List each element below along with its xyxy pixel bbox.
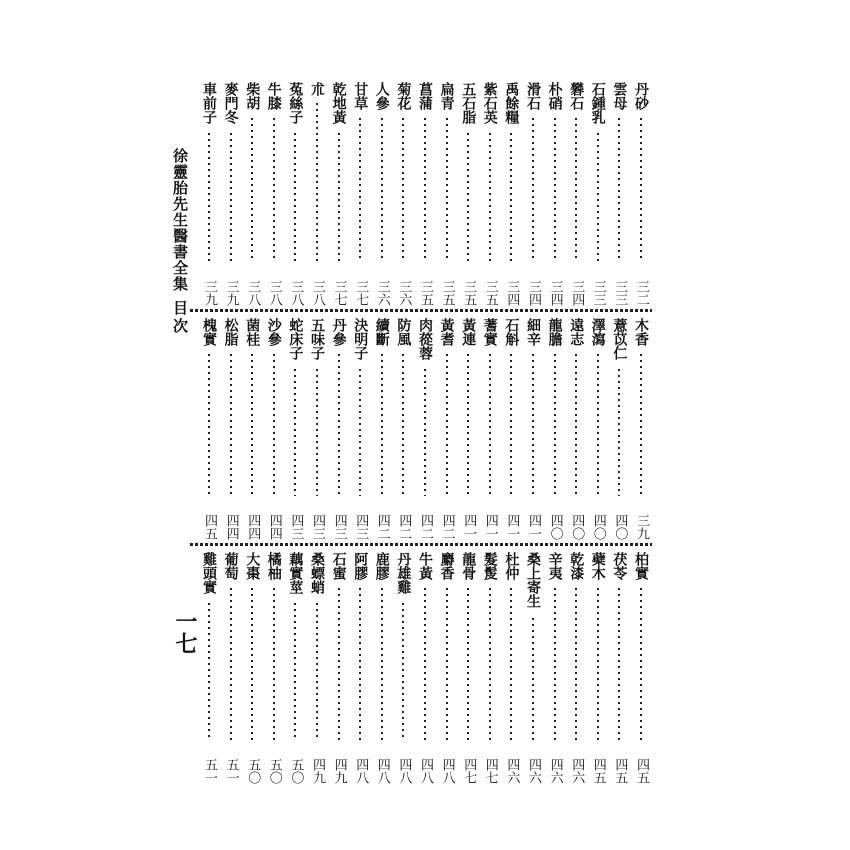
toc-entry [351, 82, 369, 306]
entry-page-number: 五〇 [288, 758, 304, 784]
entry-page-number: 三八 [245, 280, 261, 306]
leader-dots [467, 588, 469, 740]
toc-band-2 [190, 318, 650, 540]
leader-dots [273, 588, 275, 740]
toc-entry [286, 82, 304, 306]
entry-page-number: 三四 [547, 280, 563, 306]
toc-entry [481, 82, 499, 306]
entry-page-number: 三四 [504, 280, 520, 306]
leader-dots [338, 588, 340, 740]
entry-page-number: 四一 [504, 514, 520, 540]
toc-entry [200, 82, 218, 306]
entry-title: 髮髲 [481, 552, 498, 580]
entry-title: 石斛 [503, 318, 520, 346]
entry-title: 遠志 [568, 318, 585, 346]
toc-band-1 [190, 82, 650, 306]
entry-title: 菌桂 [244, 318, 261, 346]
entry-title: 茯苓 [611, 552, 628, 580]
entry-title: 朴硝 [546, 82, 563, 110]
entry-title: 礬石 [568, 82, 585, 110]
entry-page-number: 四八 [353, 758, 369, 784]
toc-entry [589, 318, 607, 540]
entry-page-number: 四六 [569, 758, 585, 784]
leader-dots [575, 354, 577, 496]
toc-entry [265, 318, 283, 540]
entry-title: 菟絲子 [287, 82, 304, 124]
leader-dots [597, 133, 599, 262]
entry-page-number: 四六 [526, 758, 541, 784]
entry-page-number: 三八 [288, 280, 304, 306]
toc-entry [373, 552, 391, 784]
leader-dots [446, 588, 448, 740]
entry-page-number: 四三 [353, 514, 369, 540]
toc-entry [589, 82, 607, 306]
leader-dots [230, 354, 232, 496]
toc-entry [373, 82, 391, 306]
entry-title: 黃連 [460, 318, 477, 346]
leader-dots [575, 118, 577, 262]
entry-title: 菖蒲 [417, 82, 433, 110]
entry-title: 朮 [309, 82, 325, 96]
toc-entry [200, 318, 218, 540]
leader-dots [273, 118, 275, 262]
leader-dots [510, 588, 512, 740]
leader-dots [251, 354, 253, 496]
entry-page-number: 四四 [223, 514, 239, 540]
toc-entry [567, 552, 585, 784]
toc-entry [438, 82, 456, 306]
entry-title: 車前子 [201, 82, 217, 124]
entry-title: 薏苡仁 [611, 318, 628, 360]
entry-page-number: 四八 [418, 758, 433, 784]
toc-entry [438, 318, 456, 540]
entry-page-number: 四三 [310, 514, 325, 540]
toc-entry [222, 82, 240, 306]
leader-dots [359, 369, 361, 496]
entry-page-number: 三六 [374, 280, 390, 306]
entry-page-number: 四二 [374, 514, 390, 540]
entry-title: 藕實莖 [287, 552, 304, 594]
leader-dots [510, 354, 512, 496]
entry-title: 石蜜 [330, 552, 347, 580]
entry-title: 五味子 [309, 318, 325, 360]
toc-entry [567, 82, 585, 306]
band-divider [190, 309, 652, 312]
entry-title: 龍骨 [460, 552, 477, 580]
toc-entry [632, 318, 650, 540]
toc-entry [243, 552, 261, 784]
leader-dots [381, 354, 383, 496]
toc-entry [610, 318, 628, 540]
toc-entry [351, 552, 369, 784]
entry-title: 雲母 [611, 82, 628, 110]
toc-entry [632, 82, 650, 306]
entry-page-number: 五一 [202, 758, 217, 784]
entry-title: 丹雄雞 [395, 552, 412, 594]
entry-page-number: 四一 [482, 514, 498, 540]
toc-entry [222, 552, 240, 784]
leader-dots [424, 118, 426, 262]
entry-page-number: 四一 [461, 514, 477, 540]
entry-title: 乾地黃 [330, 82, 347, 124]
leader-dots [554, 354, 556, 496]
entry-page-number: 四〇 [547, 514, 563, 540]
entry-page-number: 四〇 [590, 514, 606, 540]
entry-title: 鹿膠 [373, 552, 390, 580]
toc-entry [502, 552, 520, 784]
entry-page-number: 三七 [331, 280, 347, 306]
leader-dots [489, 354, 491, 496]
entry-title: 麥門冬 [222, 82, 239, 124]
leader-dots [381, 118, 383, 262]
entry-page-number: 四一 [526, 514, 541, 540]
toc-entry [330, 82, 348, 306]
leader-dots [532, 354, 534, 496]
toc-entry [546, 318, 564, 540]
toc-entry [308, 552, 326, 784]
entry-page-number: 三五 [439, 280, 455, 306]
entry-page-number: 四四 [266, 514, 282, 540]
entry-page-number: 四五 [612, 758, 628, 784]
toc-entry [265, 82, 283, 306]
toc-entry [330, 552, 348, 784]
entry-title: 乾漆 [568, 552, 585, 580]
leader-dots [640, 354, 642, 496]
entry-title: 丹砂 [633, 82, 649, 110]
toc-entry [351, 318, 369, 540]
toc-entry [265, 552, 283, 784]
leader-dots [424, 369, 426, 496]
toc-entry [200, 552, 218, 784]
leader-dots [554, 588, 556, 740]
toc-entry [394, 318, 412, 540]
leader-dots [208, 354, 210, 496]
toc-entry [481, 318, 499, 540]
entry-title: 菊花 [395, 82, 412, 110]
toc-entry [438, 552, 456, 784]
toc-entry [610, 82, 628, 306]
entry-title: 松脂 [222, 318, 239, 346]
leader-dots [251, 118, 253, 262]
entry-page-number: 四五 [590, 758, 606, 784]
toc-entry [459, 82, 477, 306]
toc-band-3 [190, 552, 650, 784]
entry-page-number: 五一 [223, 758, 239, 784]
entry-title: 蘗木 [589, 552, 606, 580]
entry-page-number: 三三 [612, 280, 628, 306]
toc-entry [524, 82, 542, 306]
toc-entry [416, 82, 434, 306]
leader-dots [532, 118, 534, 262]
toc-entry [394, 552, 412, 784]
entry-page-number: 四二 [396, 514, 412, 540]
entry-title: 澤瀉 [589, 318, 606, 346]
toc-entry [243, 82, 261, 306]
entry-page-number: 四四 [245, 514, 261, 540]
leader-dots [489, 588, 491, 740]
entry-page-number: 四六 [504, 758, 520, 784]
entry-page-number: 四八 [396, 758, 412, 784]
entry-title: 決明子 [352, 318, 369, 360]
entry-page-number: 三九 [634, 514, 649, 540]
leader-dots [424, 588, 426, 740]
entry-page-number: 四六 [547, 758, 563, 784]
leader-dots [294, 369, 296, 496]
leader-dots [640, 588, 642, 740]
entry-title: 人參 [373, 82, 390, 110]
entry-page-number: 四九 [331, 758, 347, 784]
leader-dots [251, 588, 253, 740]
toc-entry [308, 82, 326, 306]
entry-title: 細辛 [525, 318, 541, 346]
toc-entry [330, 318, 348, 540]
entry-page-number: 四〇 [569, 514, 585, 540]
toc-entry [610, 552, 628, 784]
toc-entry [286, 318, 304, 540]
entry-page-number: 四三 [331, 514, 347, 540]
entry-title: 紫石英 [481, 82, 498, 124]
leader-dots [338, 133, 340, 262]
entry-page-number: 三四 [526, 280, 541, 306]
entry-page-number: 三四 [569, 280, 585, 306]
leader-dots [597, 588, 599, 740]
leader-dots [294, 603, 296, 740]
leader-dots [208, 133, 210, 262]
entry-title: 滑石 [525, 82, 541, 110]
leader-dots [316, 603, 318, 740]
leader-dots [618, 118, 620, 262]
toc-entry [416, 552, 434, 784]
toc-entry [373, 318, 391, 540]
leader-dots [554, 118, 556, 262]
leader-dots [640, 118, 642, 262]
entry-title: 丹參 [330, 318, 347, 346]
entry-title: 麝香 [438, 552, 455, 580]
entry-page-number: 四七 [461, 758, 477, 784]
entry-page-number: 四七 [482, 758, 498, 784]
entry-page-number: 三六 [396, 280, 412, 306]
entry-title: 石鍾乳 [589, 82, 606, 124]
leader-dots [532, 618, 534, 740]
entry-page-number: 三五 [418, 280, 433, 306]
entry-page-number: 五〇 [245, 758, 261, 784]
toc-entry [481, 552, 499, 784]
entry-page-number: 三八 [266, 280, 282, 306]
toc-entry [308, 318, 326, 540]
entry-title: 沙參 [265, 318, 282, 346]
entry-title: 防風 [395, 318, 412, 346]
toc-entry [502, 318, 520, 540]
entry-page-number: 三七 [353, 280, 369, 306]
entry-title: 禹餘糧 [503, 82, 520, 124]
page-folio: 一七 [172, 610, 198, 654]
leader-dots [489, 133, 491, 262]
entry-page-number: 三三 [590, 280, 606, 306]
entry-page-number: 三九 [223, 280, 239, 306]
leader-dots [338, 354, 340, 496]
leader-dots [510, 133, 512, 262]
entry-page-number: 四二 [418, 514, 433, 540]
toc-entry [286, 552, 304, 784]
entry-title: 桑螵蛸 [309, 552, 325, 594]
leader-dots [294, 133, 296, 262]
leader-dots [316, 103, 318, 262]
toc-entry [546, 82, 564, 306]
entry-page-number: 四八 [439, 758, 455, 784]
entry-page-number: 三九 [202, 280, 217, 306]
entry-title: 大棗 [244, 552, 261, 580]
entry-title: 龍膽 [546, 318, 563, 346]
entry-title: 桑上寄生 [525, 552, 541, 608]
entry-title: 柏實 [633, 552, 649, 580]
entry-title: 甘草 [352, 82, 369, 110]
leader-dots [618, 369, 620, 496]
entry-title: 五石脂 [460, 82, 477, 124]
toc-entry [589, 552, 607, 784]
entry-page-number: 四〇 [612, 514, 628, 540]
entry-title: 牛膝 [265, 82, 282, 110]
entry-page-number: 四八 [374, 758, 390, 784]
entry-title: 木香 [633, 318, 649, 346]
entry-page-number: 四九 [310, 758, 325, 784]
entry-page-number: 三五 [482, 280, 498, 306]
entry-page-number: 四五 [634, 758, 649, 784]
entry-page-number: 三八 [310, 280, 325, 306]
leader-dots [230, 588, 232, 740]
entry-title: 橘柚 [265, 552, 282, 580]
leader-dots [467, 133, 469, 262]
leader-dots [402, 118, 404, 262]
leader-dots [446, 118, 448, 262]
entry-title: 肉蓯蓉 [417, 318, 433, 360]
toc-entry [524, 552, 542, 784]
entry-title: 阿膠 [352, 552, 369, 580]
leader-dots [597, 354, 599, 496]
leader-dots [402, 603, 404, 740]
toc-entry [524, 318, 542, 540]
leader-dots [381, 588, 383, 740]
entry-page-number: 四五 [202, 514, 217, 540]
toc-entry [546, 552, 564, 784]
entry-title: 蓍實 [481, 318, 498, 346]
toc-entry [394, 82, 412, 306]
leader-dots [316, 369, 318, 496]
toc-entry [502, 82, 520, 306]
toc-entry [567, 318, 585, 540]
toc-entry [416, 318, 434, 540]
leader-dots [208, 603, 210, 740]
leader-dots [359, 588, 361, 740]
leader-dots [446, 354, 448, 496]
entry-page-number: 四三 [288, 514, 304, 540]
entry-title: 柴胡 [244, 82, 261, 110]
entry-title: 辛夷 [546, 552, 563, 580]
leader-dots [467, 354, 469, 496]
leader-dots [230, 133, 232, 262]
leader-dots [273, 354, 275, 496]
entry-page-number: 三二 [634, 280, 649, 306]
leader-dots [575, 588, 577, 740]
toc-entry [222, 318, 240, 540]
leader-dots [618, 588, 620, 740]
book-title: 徐靈胎先生醫書全集 [171, 148, 189, 292]
entry-title: 雞頭實 [201, 552, 217, 594]
toc-entry [632, 552, 650, 784]
entry-title: 牛黃 [417, 552, 433, 580]
entry-title: 槐實 [201, 318, 217, 346]
leader-dots [359, 118, 361, 262]
entry-page-number: 四二 [439, 514, 455, 540]
entry-page-number: 五〇 [266, 758, 282, 784]
toc-entry [243, 318, 261, 540]
entry-title: 續斷 [373, 318, 390, 346]
entry-page-number: 三五 [461, 280, 477, 306]
toc-entry [459, 318, 477, 540]
band-divider [190, 543, 652, 546]
toc-entry [459, 552, 477, 784]
leader-dots [402, 354, 404, 496]
entry-title: 杜仲 [503, 552, 520, 580]
entry-title: 葡萄 [222, 552, 239, 580]
entry-title: 蛇床子 [287, 318, 304, 360]
entry-title: 黃耆 [438, 318, 455, 346]
entry-title: 扁青 [438, 82, 455, 110]
section-title: 目次 [171, 300, 189, 336]
